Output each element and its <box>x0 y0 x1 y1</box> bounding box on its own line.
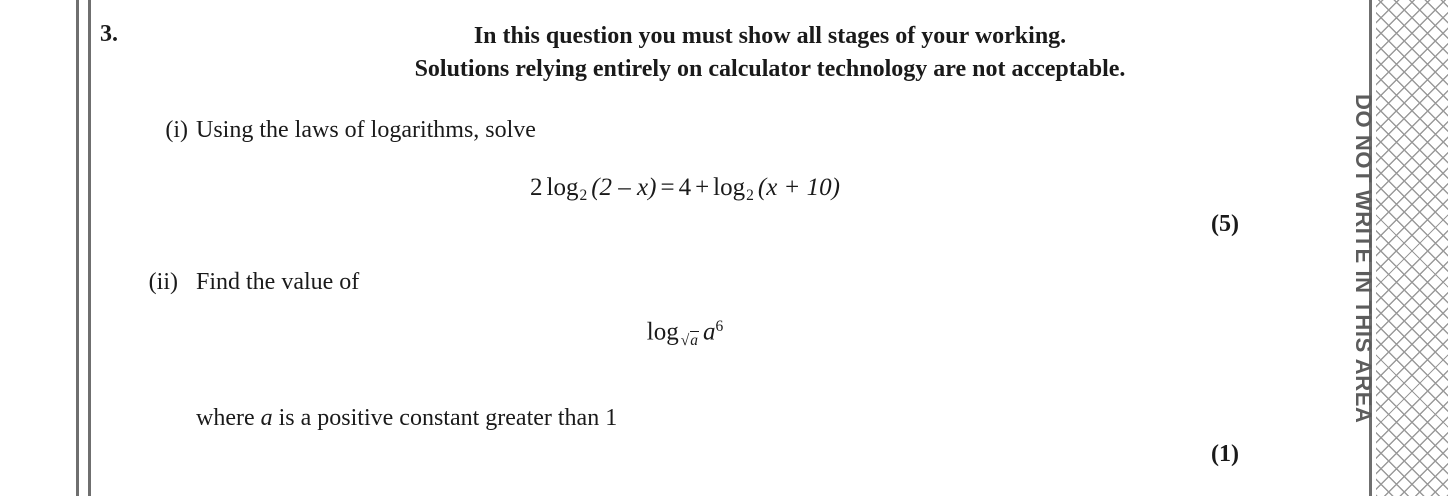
condition-before: where <box>196 405 261 431</box>
part-i-label: (i) <box>165 117 188 143</box>
equation-log-word: log <box>546 174 579 201</box>
equation-right-log-word: log <box>713 174 746 201</box>
do-not-write-hatch-strip <box>1376 0 1448 496</box>
question-number: 3. <box>100 21 118 47</box>
equation-right-constant: 4 <box>678 174 692 201</box>
equation2-exponent: 6 <box>715 318 724 335</box>
part-ii-marks: (1) <box>1211 441 1239 467</box>
equation2-radicand: a <box>690 332 698 350</box>
equation-right-argument: (x + 10) <box>757 174 840 201</box>
do-not-write-label: DO NOT WRITE IN THIS AREA <box>1351 94 1376 424</box>
equation-plus: + <box>695 174 710 201</box>
part-i-text: Using the laws of logarithms, solve <box>196 117 536 143</box>
part-ii-equation <box>0 318 1370 350</box>
part-i-equation <box>0 174 1370 205</box>
radical-sign-icon: √ <box>680 332 690 350</box>
part-ii-label: (ii) <box>148 269 178 295</box>
equation-left-argument: (2 – x) <box>591 174 657 201</box>
question-instruction <box>260 20 1280 86</box>
equation-equals: = <box>660 174 675 201</box>
part-ii-condition <box>196 405 617 432</box>
part-i-marks: (5) <box>1211 211 1239 237</box>
left-rule-outer <box>76 0 79 496</box>
equation2-log-word: log <box>646 318 679 346</box>
equation2-base <box>679 332 699 349</box>
left-rule-inner <box>88 0 91 496</box>
instruction-line-1: In this question you must show all stages of your working. <box>473 23 1067 49</box>
condition-after: is a positive constant greater than 1 <box>272 405 618 431</box>
part-ii-text: Find the value of <box>196 269 360 295</box>
equation-right-log-base: 2 <box>746 186 754 204</box>
equation2-argument: a <box>702 318 716 346</box>
equation-coefficient: 2 <box>530 174 543 201</box>
instruction-line-2: Solutions relying entirely on calculator technology are not acceptable. <box>414 56 1126 82</box>
condition-variable: a <box>260 405 273 431</box>
equation-log-base: 2 <box>579 186 588 204</box>
